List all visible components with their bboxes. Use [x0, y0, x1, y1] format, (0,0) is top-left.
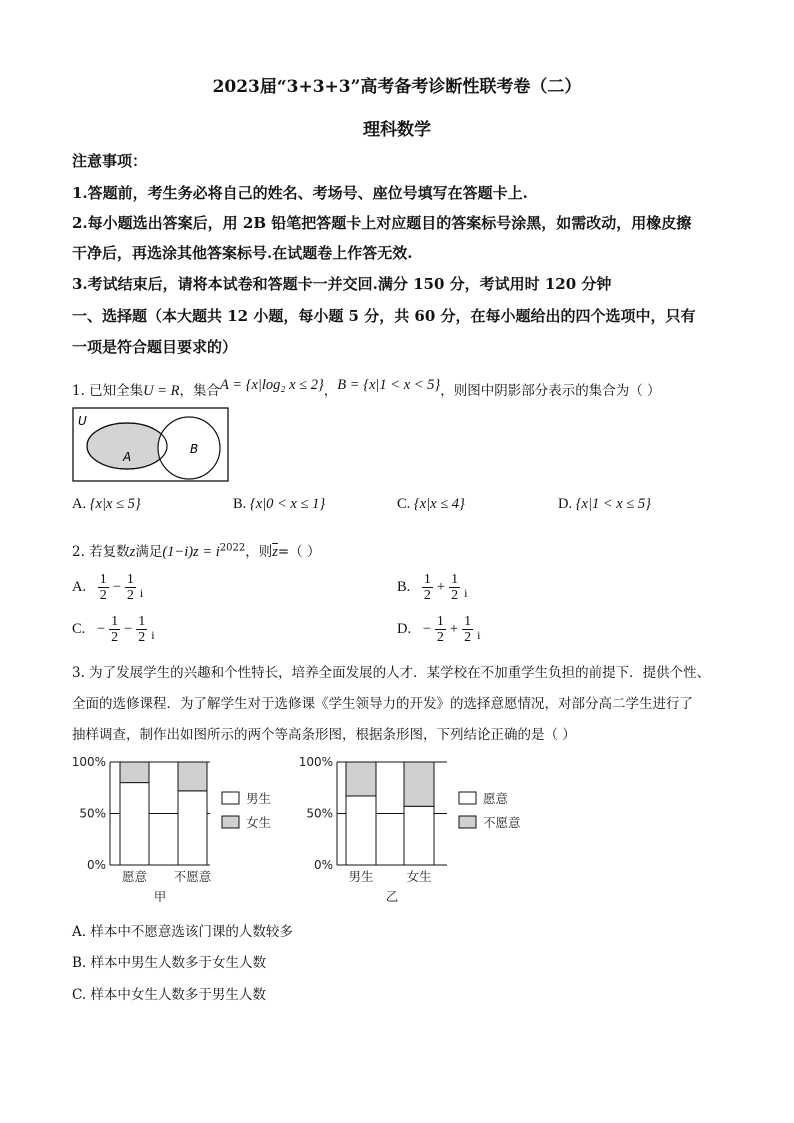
- option-content: {x|1 < x ≤ 5}: [575, 496, 651, 512]
- fraction: $\frac{1}{2}$: [451, 572, 459, 603]
- option-content: {x|0 < x ≤ 1}: [249, 496, 326, 512]
- venn-label-a: A: [123, 450, 132, 464]
- question-3-line2: 全面的选修课程．为了解学生对于选修课《学生领导力的开发》的选择意愿情况，对部分高二学生进行了: [72, 696, 693, 712]
- bar-不愿意: [346, 762, 376, 796]
- q2-var: z: [129, 544, 136, 560]
- q2-mid: 满足: [135, 544, 163, 560]
- legend-label: 愿意: [483, 791, 509, 806]
- option-letter: A.: [72, 496, 87, 512]
- q1-set-a: A = {x|log₂ x ≤ 2}: [220, 377, 324, 393]
- q3-option-c[interactable]: C. 样本中女生人数多于男生人数: [72, 987, 266, 1003]
- fraction: $\frac{1}{2}$: [436, 614, 444, 645]
- bar-愿意: [346, 796, 376, 865]
- bar-女生: [178, 762, 207, 791]
- fraction: $\frac{1}{2}$: [138, 614, 146, 645]
- q2-conjugate: $\overline{z}$: [272, 544, 278, 560]
- note-item-1: 1.答题前，考生务必将自己的姓名、考场号、座位号填写在答题卡上.: [72, 184, 528, 202]
- subject-title: 理科数学: [363, 120, 431, 140]
- note-item-2-line2: 干净后，再选涂其他答案标号.在试题卷上作答无效.: [72, 244, 413, 262]
- option-letter: C.: [397, 496, 411, 512]
- venn-diagram: [72, 407, 230, 483]
- fraction: $\frac{1}{2}$: [423, 572, 431, 603]
- bar-男生: [120, 783, 149, 865]
- operator: −: [422, 621, 431, 637]
- question-3-line3: 抽样调查，制作出如图所示的两个等高条形图，根据条形图，下列结论正确的是（ ）: [72, 727, 576, 743]
- bar-男生: [178, 791, 207, 865]
- q2-option-d[interactable]: [397, 614, 480, 645]
- x-tick-label: 不愿意: [173, 869, 212, 884]
- q2-prefix: 2. 若复数: [72, 544, 130, 560]
- q1-prefix: 1. 已知全集: [72, 383, 144, 399]
- fraction: $\frac{1}{2}$: [111, 614, 119, 645]
- question-1-stem: [72, 379, 661, 400]
- option-letter: D.: [397, 621, 412, 637]
- note-item-2-line1: 2.每小题选出答案后，用 2B 铅笔把答题卡上对应题目的答案标号涂黑，如需改动，用橡皮擦: [72, 214, 692, 232]
- q1-comma: ，: [323, 383, 338, 399]
- bar-女生: [120, 762, 149, 783]
- x-tick-label: 男生: [348, 869, 374, 884]
- note-item-3: 3.考试结束后，请将本试卷和答题卡一并交回.满分 150 分，考试用时 120 分钟: [72, 275, 612, 293]
- operator: −: [124, 621, 133, 637]
- legend-label: 男生: [246, 791, 272, 806]
- question-3-line1: 3. 为了发展学生的兴趣和个性特长，培养全面发展的人才．某学校在不加重学生负担的前提下．提供个性、: [72, 665, 711, 681]
- section-heading-line2: 一项是符合题目要求的）: [72, 338, 238, 356]
- option-content: {x|x ≤ 5}: [89, 496, 141, 512]
- operator: +: [449, 621, 459, 637]
- q1-suffix: ，则图中阴影部分表示的集合为（ ）: [440, 383, 661, 399]
- q2-exponent: 2022: [219, 542, 246, 554]
- q1-mid: ，集合: [179, 383, 221, 399]
- x-tick-label: 女生: [406, 869, 432, 884]
- venn-label-b: B: [190, 442, 199, 456]
- legend-swatch: [459, 792, 476, 804]
- imaginary-unit: i: [139, 586, 144, 600]
- section-heading-line1: 一、选择题（本大题共 12 小题，每小题 5 分，共 60 分，在每小题给出的四个选项中，只有: [72, 307, 696, 325]
- q1-option-a[interactable]: [72, 496, 141, 513]
- imaginary-unit: i: [151, 628, 155, 642]
- venn-label-u: U: [78, 414, 87, 428]
- q1-option-c[interactable]: [397, 496, 465, 513]
- legend-label: 不愿意: [483, 815, 521, 830]
- q2-option-a[interactable]: [72, 572, 143, 603]
- option-letter: B.: [397, 579, 411, 595]
- y-tick-label: 50%: [306, 806, 333, 821]
- operator: −: [112, 579, 121, 595]
- imaginary-unit: i: [477, 628, 481, 642]
- fraction: $\frac{1}{2}$: [464, 614, 472, 645]
- bar-不愿意: [404, 762, 434, 806]
- option-letter: B.: [233, 496, 247, 512]
- y-tick-label: 100%: [298, 755, 333, 769]
- q1-universal-set: U = R: [143, 383, 180, 399]
- notes-heading: 注意事项：: [72, 152, 148, 170]
- bar-愿意: [404, 806, 434, 865]
- legend-label: 女生: [246, 815, 272, 830]
- y-tick-label: 0%: [86, 858, 106, 872]
- q3-option-a[interactable]: A. 样本中不愿意选该门课的人数较多: [72, 924, 293, 940]
- option-letter: D.: [558, 496, 573, 512]
- question-2-stem: [72, 540, 320, 561]
- q2-equation: (1−i)z = i: [162, 544, 220, 560]
- x-tick-label: 愿意: [121, 869, 148, 884]
- chart-title: 甲: [153, 889, 167, 904]
- option-content: {x|x ≤ 4}: [413, 496, 465, 512]
- fraction: $\frac{1}{2}$: [99, 572, 107, 603]
- y-tick-label: 50%: [79, 806, 106, 821]
- imaginary-unit: i: [464, 586, 468, 600]
- q2-option-c[interactable]: [72, 614, 155, 645]
- option-letter: C.: [72, 621, 86, 637]
- chart-jia: [60, 752, 290, 904]
- operator: +: [436, 579, 446, 595]
- exam-title: 2023届“3+3+3”高考备考诊断性联考卷（二）: [212, 77, 582, 97]
- q3-option-b[interactable]: B. 样本中男生人数多于女生人数: [72, 955, 267, 971]
- q1-option-b[interactable]: [233, 496, 325, 513]
- operator: −: [96, 621, 106, 637]
- fraction: $\frac{1}{2}$: [126, 572, 134, 603]
- q1-option-d[interactable]: [558, 496, 651, 513]
- chart-title: 乙: [385, 889, 399, 904]
- legend-swatch: [222, 816, 239, 828]
- y-tick-label: 0%: [313, 858, 333, 872]
- chart-yi: [290, 752, 530, 904]
- legend-swatch: [222, 792, 239, 804]
- q2-suffix: =（ ）: [277, 544, 321, 560]
- legend-swatch: [459, 816, 476, 828]
- q2-option-b[interactable]: [397, 572, 467, 603]
- q2-suffix-pre: ，则: [245, 544, 273, 560]
- q1-set-b: B = {x|1 < x < 5}: [337, 377, 441, 393]
- y-tick-label: 100%: [71, 755, 106, 769]
- option-letter: A.: [72, 579, 87, 595]
